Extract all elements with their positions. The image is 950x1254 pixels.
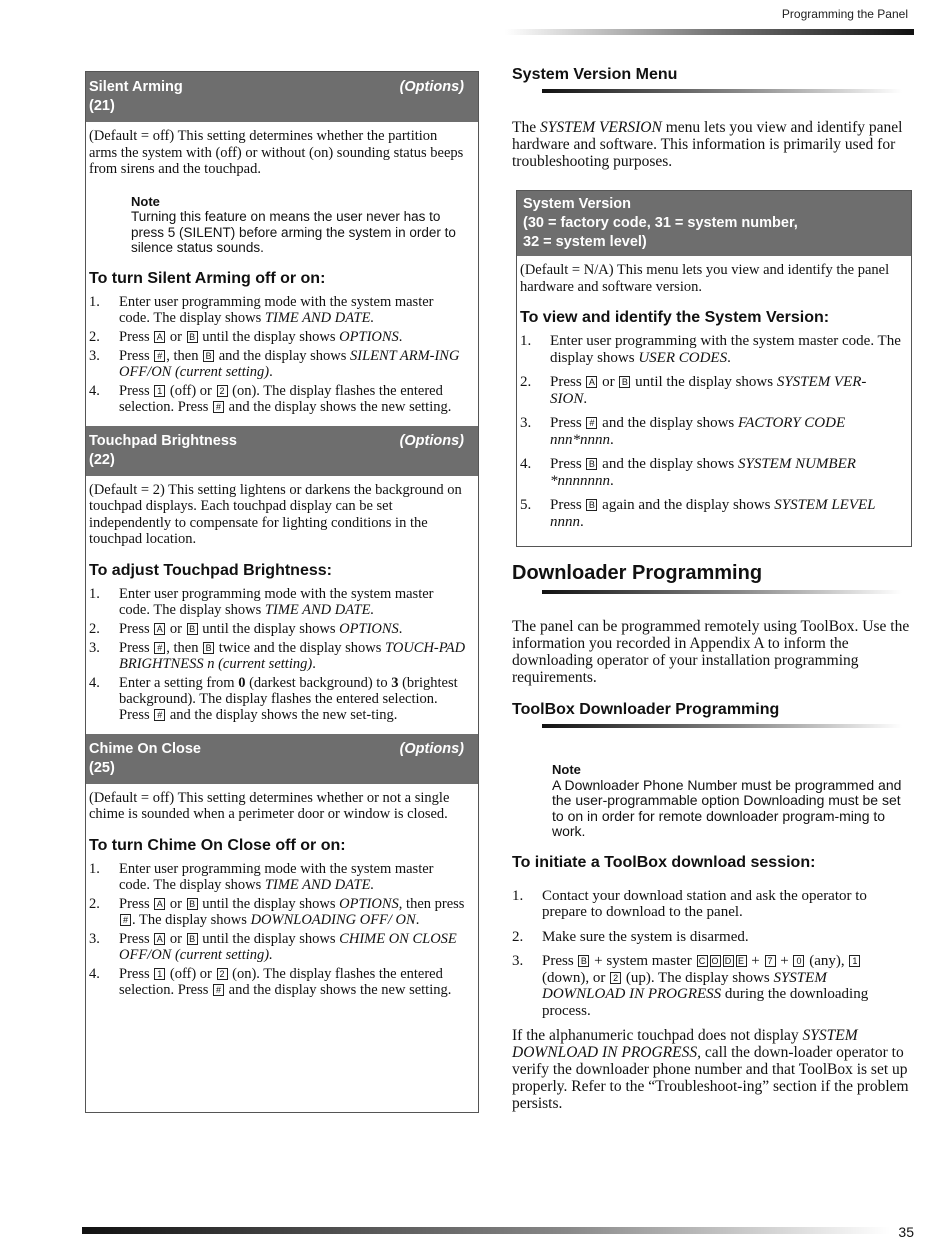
key-d-icon: D — [723, 955, 734, 967]
key-hash-icon: # — [213, 401, 224, 413]
options-table — [85, 71, 479, 1113]
key-hash-icon: # — [120, 914, 131, 926]
silent-arming-title: Silent Arming — [89, 79, 183, 95]
note-label: Note — [131, 193, 160, 209]
key-hash-icon: # — [154, 709, 165, 721]
key-a-icon: A — [154, 933, 165, 945]
heading-rule — [542, 590, 902, 594]
key-o-icon: O — [711, 956, 719, 966]
running-header: Programming the Panel — [781, 7, 908, 21]
key-2-icon: 2 — [217, 385, 228, 397]
key-b-icon: B — [187, 898, 198, 910]
system-version-menu-heading: System Version Menu — [512, 66, 678, 83]
touchpad-brightness-body — [86, 476, 478, 734]
silent-arming-heading: To turn Silent Arming off or on: — [89, 269, 326, 287]
list-item: 5. Press B again and the display shows SYSTEM LEVEL nnnn. — [520, 497, 876, 530]
list-item: 1. Enter user programming with the system master code. The display shows USER CODES. — [520, 333, 901, 366]
toolbox-heading: ToolBox Downloader Programming — [512, 701, 780, 718]
heading-rule — [542, 89, 902, 93]
silent-arming-description: (Default = off) This setting determines whether the partition arms the system with (off) or without (on) sounding status beeps from sirens and the touchpad. — [89, 128, 464, 177]
system-version-body — [517, 256, 911, 546]
key-1-icon: 1 — [154, 385, 165, 397]
key-b-icon: B — [586, 499, 597, 511]
system-version-subtitle: 32 = system level) — [523, 234, 647, 250]
session-steps — [512, 888, 912, 1020]
silent-arming-number: (21) — [89, 98, 115, 114]
key-hash-icon: # — [154, 350, 165, 362]
touchpad-brightness-description: (Default = 2) This setting lightens or darkens the background on touchpad displays. Each touchpad display can be set independently to compensate for lighting conditions in the touchpad location. — [89, 481, 462, 547]
key-7-icon: 7 — [765, 955, 776, 967]
touchpad-brightness-heading: To adjust Touchpad Brightness: — [89, 561, 332, 579]
list-item: 1. Enter user programming mode with the system master code. The display shows TIME AND DATE. — [89, 585, 434, 618]
chime-on-close-title: Chime On Close — [89, 740, 201, 757]
note-text: A Downloader Phone Number must be programmed and the user-programmable option Downloading must be set to on in order for remote downloader program-ming to work. — [552, 776, 902, 839]
key-b-icon: B — [187, 331, 198, 343]
list-item: 2. Press A or B until the display shows OPTIONS, then press # . The display shows DOWNLOADING OFF/ ON. — [89, 895, 465, 928]
chime-on-close-header — [86, 734, 478, 784]
list-item: 3. Press B + system master C O D E + 7 + 0 (any), 1 (down), or 2 (up). The display shows SYSTEM DOWNLOAD IN PROGRESS during the downloading process. — [512, 953, 869, 1019]
touchpad-brightness-steps — [89, 586, 466, 723]
session-heading: To initiate a ToolBox download session: — [512, 853, 816, 871]
list-item: 3. Press # and the display shows FACTORY CODE nnn*nnnn. — [520, 415, 846, 448]
key-e-icon: E — [736, 955, 747, 967]
header-rule — [505, 29, 914, 35]
footer-rule — [82, 1227, 890, 1234]
list-item: 3. Press # , then B twice and the display shows TOUCH-PAD BRIGHTNESS n (current setting). — [89, 639, 466, 672]
silent-arming-body — [86, 122, 478, 426]
key-b-icon: B — [203, 350, 214, 362]
options-label: (Options) — [399, 79, 464, 95]
key-1-icon: 1 — [849, 955, 860, 967]
chime-on-close-description: (Default = off) This setting determines whether or not a single chime is sounded when a perimeter door or window is closed. — [89, 789, 450, 822]
key-2-icon: 2 — [217, 968, 228, 980]
system-version-title: System Version — [523, 196, 631, 212]
key-b-icon: B — [619, 376, 630, 388]
key-2-icon: 2 — [610, 972, 621, 984]
key-b-icon: B — [203, 642, 214, 654]
system-version-intro: The SYSTEM VERSION menu lets you view and identify panel hardware and software. This information is primarily used for troubleshooting purposes. — [512, 119, 903, 170]
key-a-icon: A — [154, 331, 165, 343]
chime-on-close-body — [86, 784, 478, 1009]
page-number: 35 — [898, 1224, 914, 1240]
downloader-note — [552, 762, 912, 840]
list-item: 2. Press A or B until the display shows OPTIONS. — [89, 328, 403, 345]
list-item: 2. Press A or B until the display shows SYSTEM VER-SION. — [520, 374, 867, 407]
key-b-icon: B — [586, 458, 597, 470]
key-a-icon: A — [586, 376, 597, 388]
silent-arming-header — [86, 72, 478, 122]
downloader-intro: The panel can be programmed remotely using ToolBox. Use the information you recorded in Appendix A to inform the downloading operator of your installation programming requirements. — [512, 618, 910, 686]
list-item: 2. Make sure the system is disarmed. — [512, 928, 749, 945]
key-0-icon: 0 — [793, 955, 804, 967]
list-item: 1. Enter user programming mode with the system master code. The display shows TIME AND DATE. — [89, 293, 434, 326]
right-column — [512, 66, 912, 1112]
key-hash-icon: # — [213, 984, 224, 996]
silent-arming-steps — [89, 294, 466, 415]
system-version-heading: To view and identify the System Version: — [520, 309, 830, 326]
list-item: 1. Contact your download station and ask the operator to prepare to download to the panel. — [512, 887, 867, 920]
note-label: Note — [552, 762, 581, 777]
touchpad-brightness-title: Touchpad Brightness — [89, 432, 237, 449]
list-item: 2. Press A or B until the display shows OPTIONS. — [89, 620, 403, 637]
options-label: (Options) — [399, 432, 464, 449]
list-item: 4. Enter a setting from 0 (darkest background) to 3 (brightest background). The display flashes the entered selection. Press # and the display shows the new set-ting. — [89, 674, 458, 723]
chime-on-close-heading: To turn Chime On Close off or on: — [89, 836, 346, 854]
system-version-description: (Default = N/A) This menu lets you view and identify the panel hardware and software version. — [520, 262, 890, 295]
system-version-steps — [520, 333, 903, 530]
options-label: (Options) — [399, 740, 464, 757]
chime-on-close-number: (25) — [89, 759, 115, 776]
system-version-header — [517, 191, 911, 256]
heading-rule — [542, 724, 902, 728]
key-a-icon: A — [154, 898, 165, 910]
list-item: 3. Press # , then B and the display shows SILENT ARM-ING OFF/ON (current setting). — [89, 347, 460, 380]
key-b-icon: B — [578, 955, 589, 967]
key-b-icon: B — [187, 623, 198, 635]
system-version-subtitle: (30 = factory code, 31 = system number, — [523, 215, 798, 231]
system-version-box — [516, 190, 912, 547]
downloader-closing: If the alphanumeric touchpad does not display SYSTEM DOWNLOAD IN PROGRESS, call the down-loader operator to verify the downloader phone number and that ToolBox is set up properly. Refer to the “Troubleshoot-ing” section if the problem persists. — [512, 1027, 909, 1112]
downloader-heading: Downloader Programming — [512, 562, 763, 584]
chime-on-close-steps — [89, 861, 466, 998]
touchpad-brightness-header — [86, 426, 478, 476]
list-item: 4. Press B and the display shows SYSTEM NUMBER *nnnnnnn. — [520, 456, 856, 489]
key-1-icon: 1 — [154, 968, 165, 980]
key-a-icon: A — [154, 623, 165, 635]
silent-arming-note — [131, 194, 466, 256]
note-text: Turning this feature on means the user never has to press 5 (SILENT) before arming the system in order to silence status sounds. — [131, 209, 456, 255]
touchpad-brightness-number: (22) — [89, 451, 115, 468]
list-item: 3. Press A or B until the display shows CHIME ON CLOSE OFF/ON (current setting). — [89, 930, 457, 963]
key-hash-icon: # — [586, 417, 597, 429]
list-item: 1. Enter user programming mode with the system master code. The display shows TIME AND DATE. — [89, 860, 434, 893]
key-hash-icon: # — [154, 642, 165, 654]
key-b-icon: B — [187, 933, 198, 945]
list-item: 4. Press 1 (off) or 2 (on). The display flashes the entered selection. Press # and the display shows the new setting. — [89, 965, 452, 998]
key-c-icon: C — [697, 955, 708, 967]
list-item: 4. Press 1 (off) or 2 (on). The display flashes the entered selection. Press # and the display shows the new setting. — [89, 382, 452, 415]
